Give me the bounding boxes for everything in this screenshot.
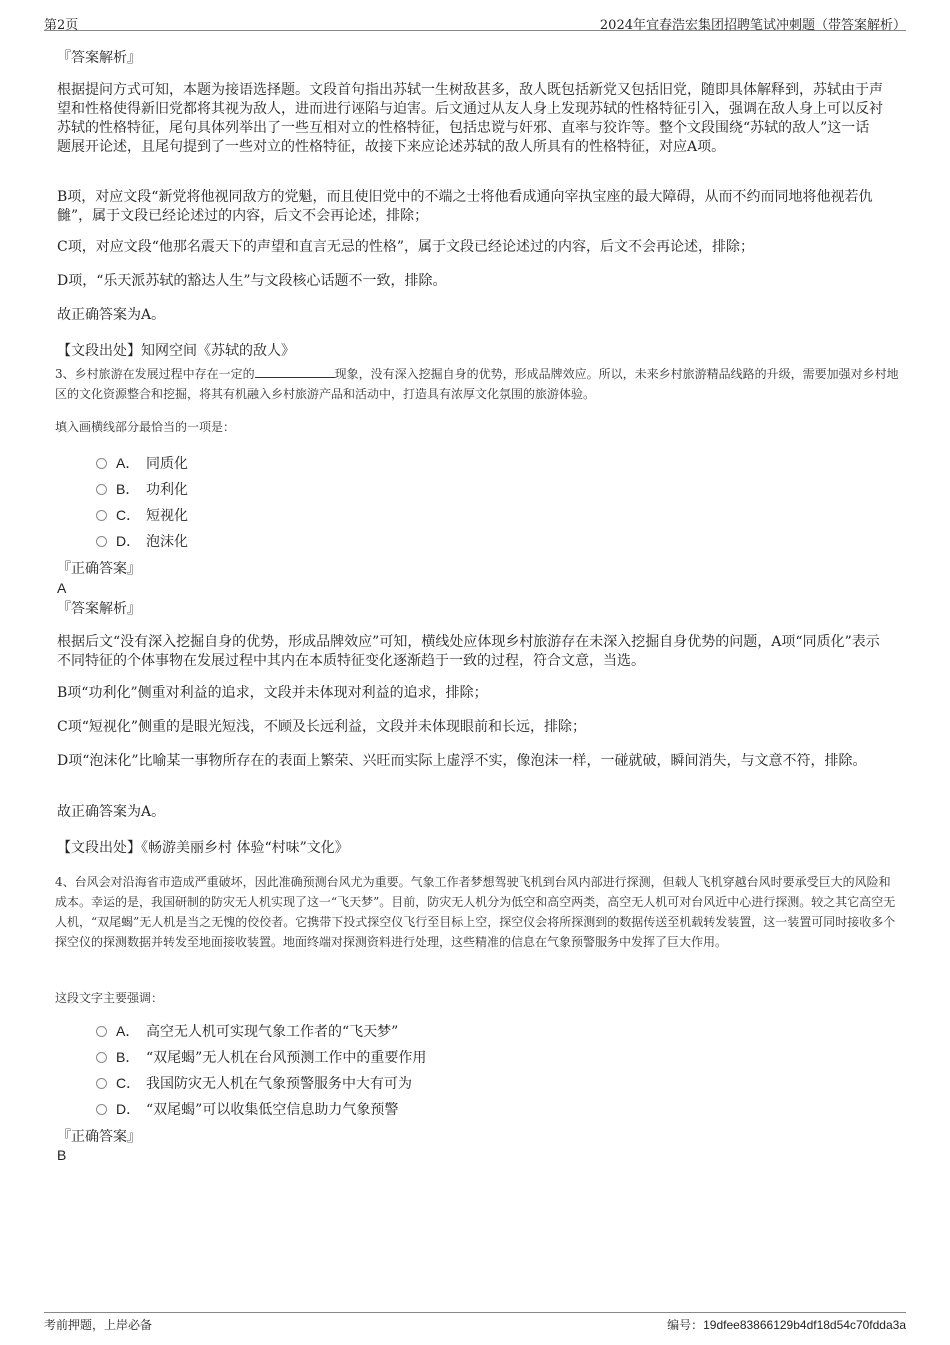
q3-answer-label: 『正确答案』 bbox=[57, 561, 141, 577]
q2-analysis-paragraph-5: 故正确答案为A。 bbox=[57, 307, 166, 323]
radio-icon[interactable] bbox=[96, 1104, 107, 1115]
q2-analysis-paragraph-3: C项，对应文段“他那名震天下的声望和直言无忌的性格”，属于文段已经论述过的内容，后文不会再论述，排除； bbox=[57, 239, 755, 255]
code-label: 编号： bbox=[667, 1318, 704, 1332]
q2-analysis-label: 『答案解析』 bbox=[57, 50, 141, 66]
q3-option-a[interactable]: A． 同质化 bbox=[96, 453, 188, 473]
q4-answer-label: 『正确答案』 bbox=[57, 1129, 141, 1145]
q4-stem: 4、台风会对沿海省市造成严重破坏，因此准确预测台风尤为重要。气象工作者梦想驾驶飞机到台风内部进行探测，但载人飞机穿越台风时要承受巨大的风险和成本。幸运的是，我国研制的防灾无人机实现了这一“飞天梦”。目前，防灾无人机分为低空和高空两类，高空无人机可对台风近中心进行探测。较之其它高空无人机，“双尾蝎”无人机是当之无愧的佼佼者。它携带下投式探空仪飞行至目标上空，探空仪会将所探测到的数据传送至机载转发装置，这一装置可同时接收多个探空仪的探测数据并转发至地面接收装置。地面终端对探测资料进行处理，这些精准的信息在气象预警服务中发挥了巨大作用。 bbox=[55, 875, 896, 949]
q3-analysis-label: 『答案解析』 bbox=[57, 601, 141, 617]
q3-blank-line bbox=[255, 365, 335, 378]
q3-answer: A bbox=[57, 580, 67, 596]
q3-analysis-paragraph-2: B项“功利化”侧重对利益的追求，文段并未体现对利益的追求，排除； bbox=[57, 685, 488, 701]
q4-option-b[interactable]: B． “双尾蝎”无人机在台风预测工作中的重要作用 bbox=[96, 1047, 426, 1067]
q4-question: 这段文字主要强调： bbox=[55, 991, 164, 1005]
q3-analysis-paragraph-1: 根据后文“没有深入挖掘自身的优势，形成品牌效应”可知，横线处应体现乡村旅游存在未深入挖掘自身优势的问题，A项“同质化”表示不同特征的个体事物在发展过程中其内在本质特征变化逐渐趋于一致的过程，符合文意，当选。 bbox=[57, 634, 880, 669]
radio-icon[interactable] bbox=[96, 510, 107, 521]
q3-option-b[interactable]: B． 功利化 bbox=[96, 479, 188, 499]
q2-analysis-paragraph-4: D项，“乐天派苏轼的豁达人生”与文段核心话题不一致，排除。 bbox=[57, 273, 447, 289]
q3-stem bbox=[55, 364, 900, 404]
q4-option-c[interactable]: C． 我国防灾无人机在气象预警服务中大有可为 bbox=[96, 1073, 412, 1093]
q3-analysis-paragraph-5: 故正确答案为A。 bbox=[57, 804, 166, 820]
page-header bbox=[44, 12, 906, 31]
q3-analysis-paragraph-4: D项“泡沫化”比喻某一事物所存在的表面上繁荣、兴旺而实际上虚浮不实，像泡沫一样，一碰就破，瞬间消失，与文意不符，排除。 bbox=[57, 753, 867, 769]
document-code bbox=[667, 1316, 906, 1333]
code-value: 19dfee83866129b4df18d54c70fdda3a bbox=[703, 1318, 906, 1332]
q4-option-a[interactable]: A． 高空无人机可实现气象工作者的“飞天梦” bbox=[96, 1021, 398, 1041]
q3-option-d[interactable]: D． 泡沫化 bbox=[96, 531, 188, 551]
q3-stem-before: 3、乡村旅游在发展过程中存在一定的 bbox=[55, 367, 255, 381]
radio-icon[interactable] bbox=[96, 1052, 107, 1063]
radio-icon[interactable] bbox=[96, 458, 107, 469]
q3-question: 填入画横线部分最恰当的一项是： bbox=[55, 420, 236, 434]
q2-analysis-paragraph-1: 根据提问方式可知，本题为接语选择题。文段首句指出苏轼一生树敌甚多，敌人既包括新党又包括旧党，随即具体解释到，苏轼由于声望和性格使得新旧党都将其视为敌人，进而进行诬陷与迫害。后文通过从友人身上发现苏轼的性格特征引入，强调在敌人身上可以反衬苏轼的性格特征，尾句具体列举出了一些互相对立的性格特征，包括忠谠与奸邪、直率与狡诈等。整个文段围绕“苏轼的敌人”这一话题展开论述，且尾句提到了一些对立的性格特征，故接下来应论述苏轼的敌人所具有的性格特征，对应A项。 bbox=[57, 82, 883, 155]
q3-analysis-paragraph-3: C项“短视化”侧重的是眼光短浅，不顾及长远利益，文段并未体现眼前和长远，排除； bbox=[57, 719, 587, 735]
radio-icon[interactable] bbox=[96, 1026, 107, 1037]
document-title: 2024年宜春浩宏集团招聘笔试冲刺题（带答案解析） bbox=[599, 18, 906, 33]
q3-stem-after: 现象，没有深入挖掘自身的优势，形成品牌效应。所以，未来乡村旅游精品线路的升级，需要加强对乡村地区的文化资源整合和挖掘，将其有机融入乡村旅游产品和活动中，打造具有浓厚文化氛围的旅游体验。 bbox=[55, 367, 899, 401]
footer-note: 考前押题，上岸必备 bbox=[44, 1318, 153, 1332]
page-number: 第2页 bbox=[44, 18, 79, 33]
radio-icon[interactable] bbox=[96, 484, 107, 495]
q3-source: 【文段出处】《畅游美丽乡村 体验“村味”文化》 bbox=[57, 840, 349, 856]
q2-analysis-paragraph-2: B项，对应文段“新党将他视同敌方的党魁，而且使旧党中的不端之士将他看成通向宰执宝座的最大障碍，从而不约而同地将他视若仇雠”，属于文段已经论述过的内容，后文不会再论述，排除； bbox=[57, 189, 873, 224]
page-footer bbox=[44, 1312, 906, 1333]
q4-answer: B bbox=[57, 1147, 67, 1163]
radio-icon[interactable] bbox=[96, 1078, 107, 1089]
q3-option-c[interactable]: C． 短视化 bbox=[96, 505, 188, 525]
q2-source: 【文段出处】知网空间《苏轼的敌人》 bbox=[57, 343, 295, 359]
radio-icon[interactable] bbox=[96, 536, 107, 547]
q4-option-d[interactable]: D． “双尾蝎”可以收集低空信息助力气象预警 bbox=[96, 1099, 398, 1119]
